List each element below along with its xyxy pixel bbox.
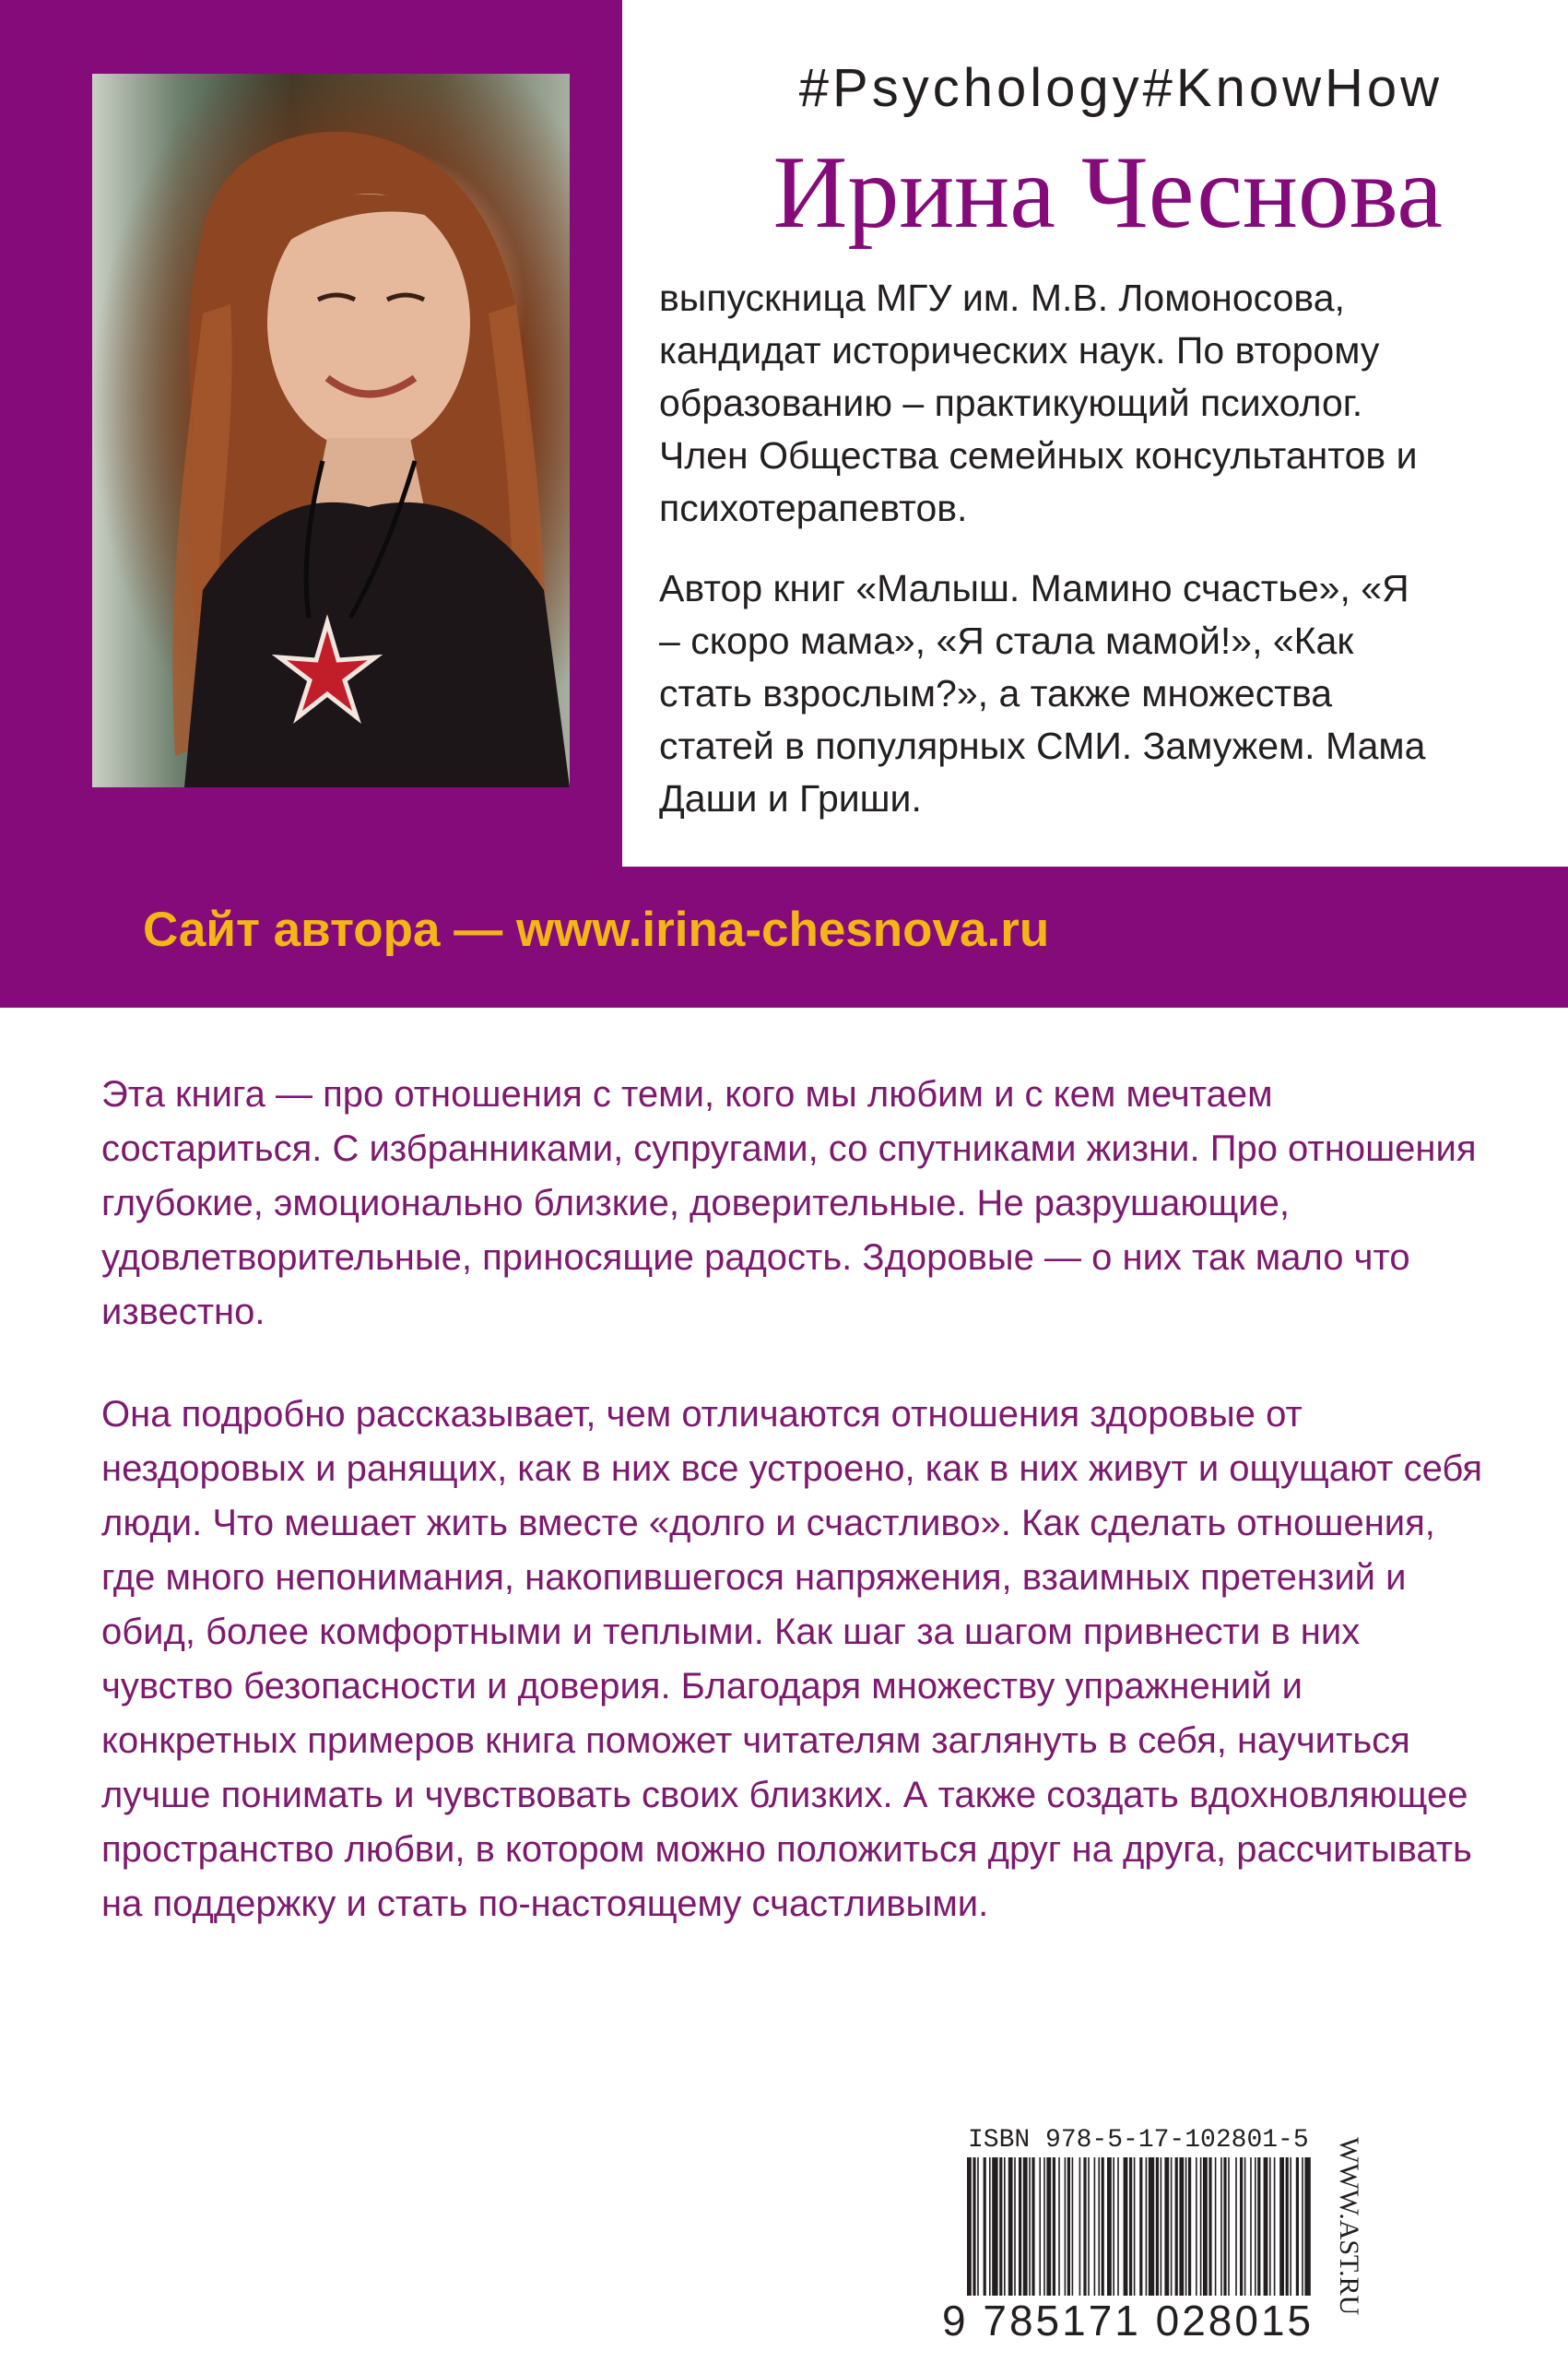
series-hashtag: #Psychology#KnowHow [798,58,1443,118]
barcode-bar [1240,2157,1243,2296]
barcode-bar [1032,2157,1034,2296]
barcode-bar [977,2157,979,2296]
bio-panel [622,0,1568,867]
barcode-bar [1053,2157,1055,2296]
barcode-bar [1046,2157,1051,2296]
barcode-bar [1029,2157,1031,2296]
barcode-bar [1274,2157,1276,2296]
book-description-paragraph: Эта книга — про отношения с теми, кого мы любим и с кем мечтаем состариться. С избранниками, супругами, со спутниками жизни. Про отношения глубокие, эмоционально близкие, доверительные. Не разрушающие, удовлетворительные, приносящие радость. Здоровые — о них так мало что известно. [101,1074,1477,1332]
isbn-label: ISBN 978-5-17-102801-5 [968,2126,1309,2155]
barcode-bar [1102,2157,1104,2296]
barcode-bar [1014,2157,1016,2296]
barcode-bar [1039,2157,1041,2296]
bio-paragraph: Автор книг «Малыш. Мамино счастье», «Я – скоро мама», «Я стала мамой!», «Как стать взрослым?», а также множества статей в популярных СМИ. Замужем. Мама Даши и Гриши. [659,567,1426,820]
author-name: Ирина Чеснова [772,136,1443,250]
barcode-bar [1235,2157,1237,2296]
barcode-bar [1302,2157,1303,2296]
bio-paragraph: выпускница МГУ им. М.В. Ломоносова, кандидат исторических наук. По второму образованию – практикующий психолог. Член Общества семейных консультантов и психотерапевтов. [659,277,1418,529]
barcode-bar [1208,2157,1211,2296]
barcode-bar [1134,2157,1136,2296]
barcode-bar [989,2157,991,2296]
barcode-bar [1179,2157,1184,2296]
barcode-bar [1088,2157,1090,2296]
barcode-bar [1139,2157,1142,2296]
barcode-bar [1156,2157,1159,2296]
barcode-bar [1279,2157,1284,2296]
barcode-bar [1008,2157,1013,2296]
barcode-bar [1215,2157,1217,2296]
barcode-bar [1065,2157,1067,2296]
barcode-bar [1083,2157,1086,2296]
barcode-bar [1228,2157,1230,2296]
barcode-bar [1269,2157,1271,2296]
barcode-bar [1079,2157,1081,2296]
barcode-bar [1113,2157,1114,2296]
barcode-bar [1196,2157,1197,2296]
barcode-digits: 9 785171 028015 [942,2297,1315,2344]
barcode-bar [1019,2157,1021,2296]
barcode-bar [1264,2157,1268,2296]
book-description-paragraph: Она подробно рассказывает, чем отличаются отношения здоровые от нездоровых и ранящих, как в них все устроено, как в них живут и ощущают себя люди. Что мешает жить вместе «долго и счастливо». Как сделать отношения, где много непонимания, накопившегося напряжения, взаимных претензий и обид, более комфортными и теплыми. Как шаг за шагом привнести в них чувство безопасности и доверия. Благодаря множеству упражнений и конкретных примеров книга поможет читателям заглянуть в себя, научиться лучше понимать и чувствовать своих близких. А также создать вдохновляющее пространство любви, в котором можно положиться друг на друга, рассчитывать на поддержку и стать по-настоящему счастливыми. [101,1394,1483,1924]
barcode-bar [1004,2157,1006,2296]
barcode-bar [999,2157,1002,2296]
publisher-url[interactable]: WWW.AST.RU [1334,2137,1364,2316]
barcode-bar [1175,2157,1178,2296]
barcode-bar [1117,2157,1119,2296]
barcode-bar [1188,2157,1191,2296]
barcode-bar [1129,2157,1132,2296]
barcode-bar [1257,2157,1260,2296]
barcode-bar [1058,2157,1060,2296]
barcode-bar [1290,2157,1291,2296]
barcode-bar [1067,2157,1070,2296]
barcode-bar [1223,2157,1226,2296]
barcode-bar [1244,2157,1246,2296]
barcode-bar [1220,2157,1222,2296]
barcode-bar [1171,2157,1173,2296]
barcode-bar [1124,2157,1128,2296]
barcode-bar [967,2157,972,2296]
barcode-bar [1161,2157,1162,2296]
barcode-bar [1164,2157,1169,2296]
barcode-bar [1094,2157,1096,2296]
barcode-bar [1023,2157,1028,2296]
barcode-bar [1203,2157,1208,2296]
barcode-bar [973,2157,975,2296]
barcode-bar [1107,2157,1112,2296]
barcode-bar [1200,2157,1202,2296]
barcode-bar [1072,2157,1074,2296]
author-photo [92,74,570,787]
barcode-bar [1286,2157,1289,2296]
barcode-bar [1146,2157,1148,2296]
barcode-bar [1149,2157,1154,2296]
barcode-bar [1255,2157,1256,2296]
barcode-image [963,2157,1315,2296]
barcode-bar [1250,2157,1252,2296]
portrait-illustration [92,74,570,787]
barcode-bar [1304,2157,1310,2296]
author-site-link[interactable]: Сайт автора — www.irina-chesnova.ru [143,903,1050,957]
barcode-bar [1185,2157,1187,2296]
barcode-bar [1098,2157,1100,2296]
barcode-bar [1043,2157,1045,2296]
barcode-bar [1296,2157,1299,2296]
barcode-bar [984,2157,986,2296]
barcode-bar [992,2157,997,2296]
